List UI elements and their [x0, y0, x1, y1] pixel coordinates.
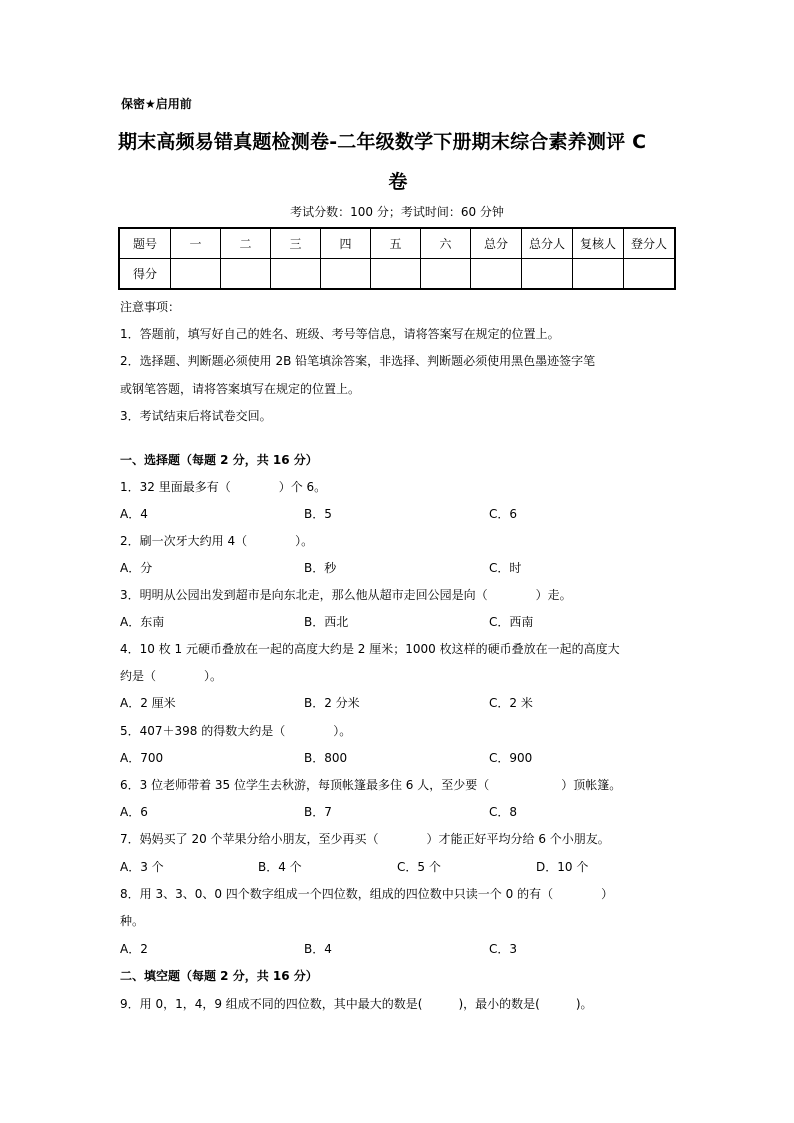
- score-input-cell[interactable]: [421, 259, 471, 290]
- q8-option-b[interactable]: B．4: [304, 942, 332, 956]
- score-header-cell: 总分: [471, 228, 522, 259]
- q3-option-b[interactable]: B．西北: [304, 615, 349, 629]
- score-header-cell: 五: [371, 228, 421, 259]
- score-row-label: 得分: [119, 259, 171, 290]
- q7-option-c[interactable]: C．5 个: [397, 860, 441, 874]
- question-1: 1．32 里面最多有（ ）个 6。: [120, 480, 327, 494]
- q3-option-a[interactable]: A．东南: [120, 615, 165, 629]
- score-table-header-row: [119, 228, 675, 259]
- q4-option-b[interactable]: B．2 分米: [304, 696, 360, 710]
- q5-option-c[interactable]: C．900: [489, 751, 533, 765]
- score-input-cell[interactable]: [573, 259, 624, 290]
- score-table: [118, 227, 676, 290]
- q4-option-a[interactable]: A．2 厘米: [120, 696, 176, 710]
- q2-option-a[interactable]: A．分: [120, 561, 153, 575]
- q1-option-b[interactable]: B．5: [304, 507, 332, 521]
- note-item: 或钢笔答题，请将答案填写在规定的位置上。: [120, 382, 361, 396]
- q6-option-a[interactable]: A．6: [120, 805, 148, 819]
- q1-option-a[interactable]: A．4: [120, 507, 148, 521]
- score-header-cell: 复核人: [573, 228, 624, 259]
- question-2: 2．刷一次牙大约用 4（ ）。: [120, 534, 314, 548]
- q5-option-a[interactable]: A．700: [120, 751, 164, 765]
- score-table-score-row: [119, 259, 675, 290]
- q6-option-b[interactable]: B．7: [304, 805, 332, 819]
- score-input-cell[interactable]: [624, 259, 676, 290]
- score-input-cell[interactable]: [522, 259, 573, 290]
- question-3: 3．明明从公园出发到超市是向东北走，那么他从超市走回公园是向（ ）走。: [120, 588, 572, 602]
- question-6: 6．3 位老师带着 35 位学生去秋游，每顶帐篷最多住 6 人，至少要（ ）顶帐篷。: [120, 778, 622, 792]
- q6-option-c[interactable]: C．8: [489, 805, 518, 819]
- q8-option-c[interactable]: C．3: [489, 942, 518, 956]
- score-header-cell: 总分人: [522, 228, 573, 259]
- q2-option-b[interactable]: B．秒: [304, 561, 337, 575]
- score-input-cell[interactable]: [171, 259, 221, 290]
- score-header-cell: 登分人: [624, 228, 676, 259]
- exam-info: 考试分数：100 分；考试时间：60 分钟: [290, 205, 504, 219]
- q7-option-b[interactable]: B．4 个: [258, 860, 302, 874]
- q7-option-d[interactable]: D．10 个: [536, 860, 589, 874]
- section-1-title: 一、选择题（每题 2 分，共 16 分）: [120, 453, 318, 467]
- q8-option-a[interactable]: A．2: [120, 942, 148, 956]
- q5-option-b[interactable]: B．800: [304, 751, 348, 765]
- question-8-cont: 种。: [120, 914, 145, 928]
- score-header-cell: 四: [321, 228, 371, 259]
- question-4: 4．10 枚 1 元硬币叠放在一起的高度大约是 2 厘米；1000 枚这样的硬币叠放在一起的高度大: [120, 642, 620, 656]
- note-item: 2．选择题、判断题必须使用 2B 铅笔填涂答案，非选择、判断题必须使用黑色墨迹签字笔: [120, 354, 596, 368]
- q4-option-c[interactable]: C．2 米: [489, 696, 533, 710]
- q3-option-c[interactable]: C．西南: [489, 615, 534, 629]
- score-header-cell: 题号: [119, 228, 171, 259]
- q2-option-c[interactable]: C．时: [489, 561, 522, 575]
- note-item: 3．考试结束后将试卷交回。: [120, 409, 272, 423]
- title-line-1: 期末高频易错真题检测卷-二年级数学下册期末综合素养测评 C: [118, 131, 647, 153]
- note-item: 1．答题前，填写好自己的姓名、班级、考号等信息，请将答案写在规定的位置上。: [120, 327, 560, 341]
- confidential-label: 保密★启用前: [121, 97, 192, 111]
- title-line-2: 卷: [388, 171, 408, 193]
- exam-title: [118, 122, 678, 202]
- question-7: 7．妈妈买了 20 个苹果分给小朋友，至少再买（ ）才能正好平均分给 6 个小朋友。: [120, 832, 610, 846]
- notes-title: 注意事项：: [120, 300, 181, 314]
- score-header-cell: 三: [271, 228, 321, 259]
- score-input-cell[interactable]: [221, 259, 271, 290]
- score-input-cell[interactable]: [471, 259, 522, 290]
- score-header-cell: 二: [221, 228, 271, 259]
- score-header-cell: 一: [171, 228, 221, 259]
- q7-option-a[interactable]: A．3 个: [120, 860, 164, 874]
- question-5: 5．407＋398 的得数大约是（ ）。: [120, 724, 352, 738]
- q1-option-c[interactable]: C．6: [489, 507, 518, 521]
- score-input-cell[interactable]: [321, 259, 371, 290]
- score-input-cell[interactable]: [371, 259, 421, 290]
- question-8: 8．用 3、3、0、0 四个数字组成一个四位数，组成的四位数中只读一个 0 的有（ ）: [120, 887, 614, 901]
- section-2-title: 二、填空题（每题 2 分，共 16 分）: [120, 969, 318, 983]
- question-9: 9．用 0，1，4，9 组成不同的四位数，其中最大的数是( )，最小的数是( )。: [120, 997, 593, 1011]
- question-4-cont: 约是（ ）。: [120, 669, 223, 683]
- score-input-cell[interactable]: [271, 259, 321, 290]
- score-header-cell: 六: [421, 228, 471, 259]
